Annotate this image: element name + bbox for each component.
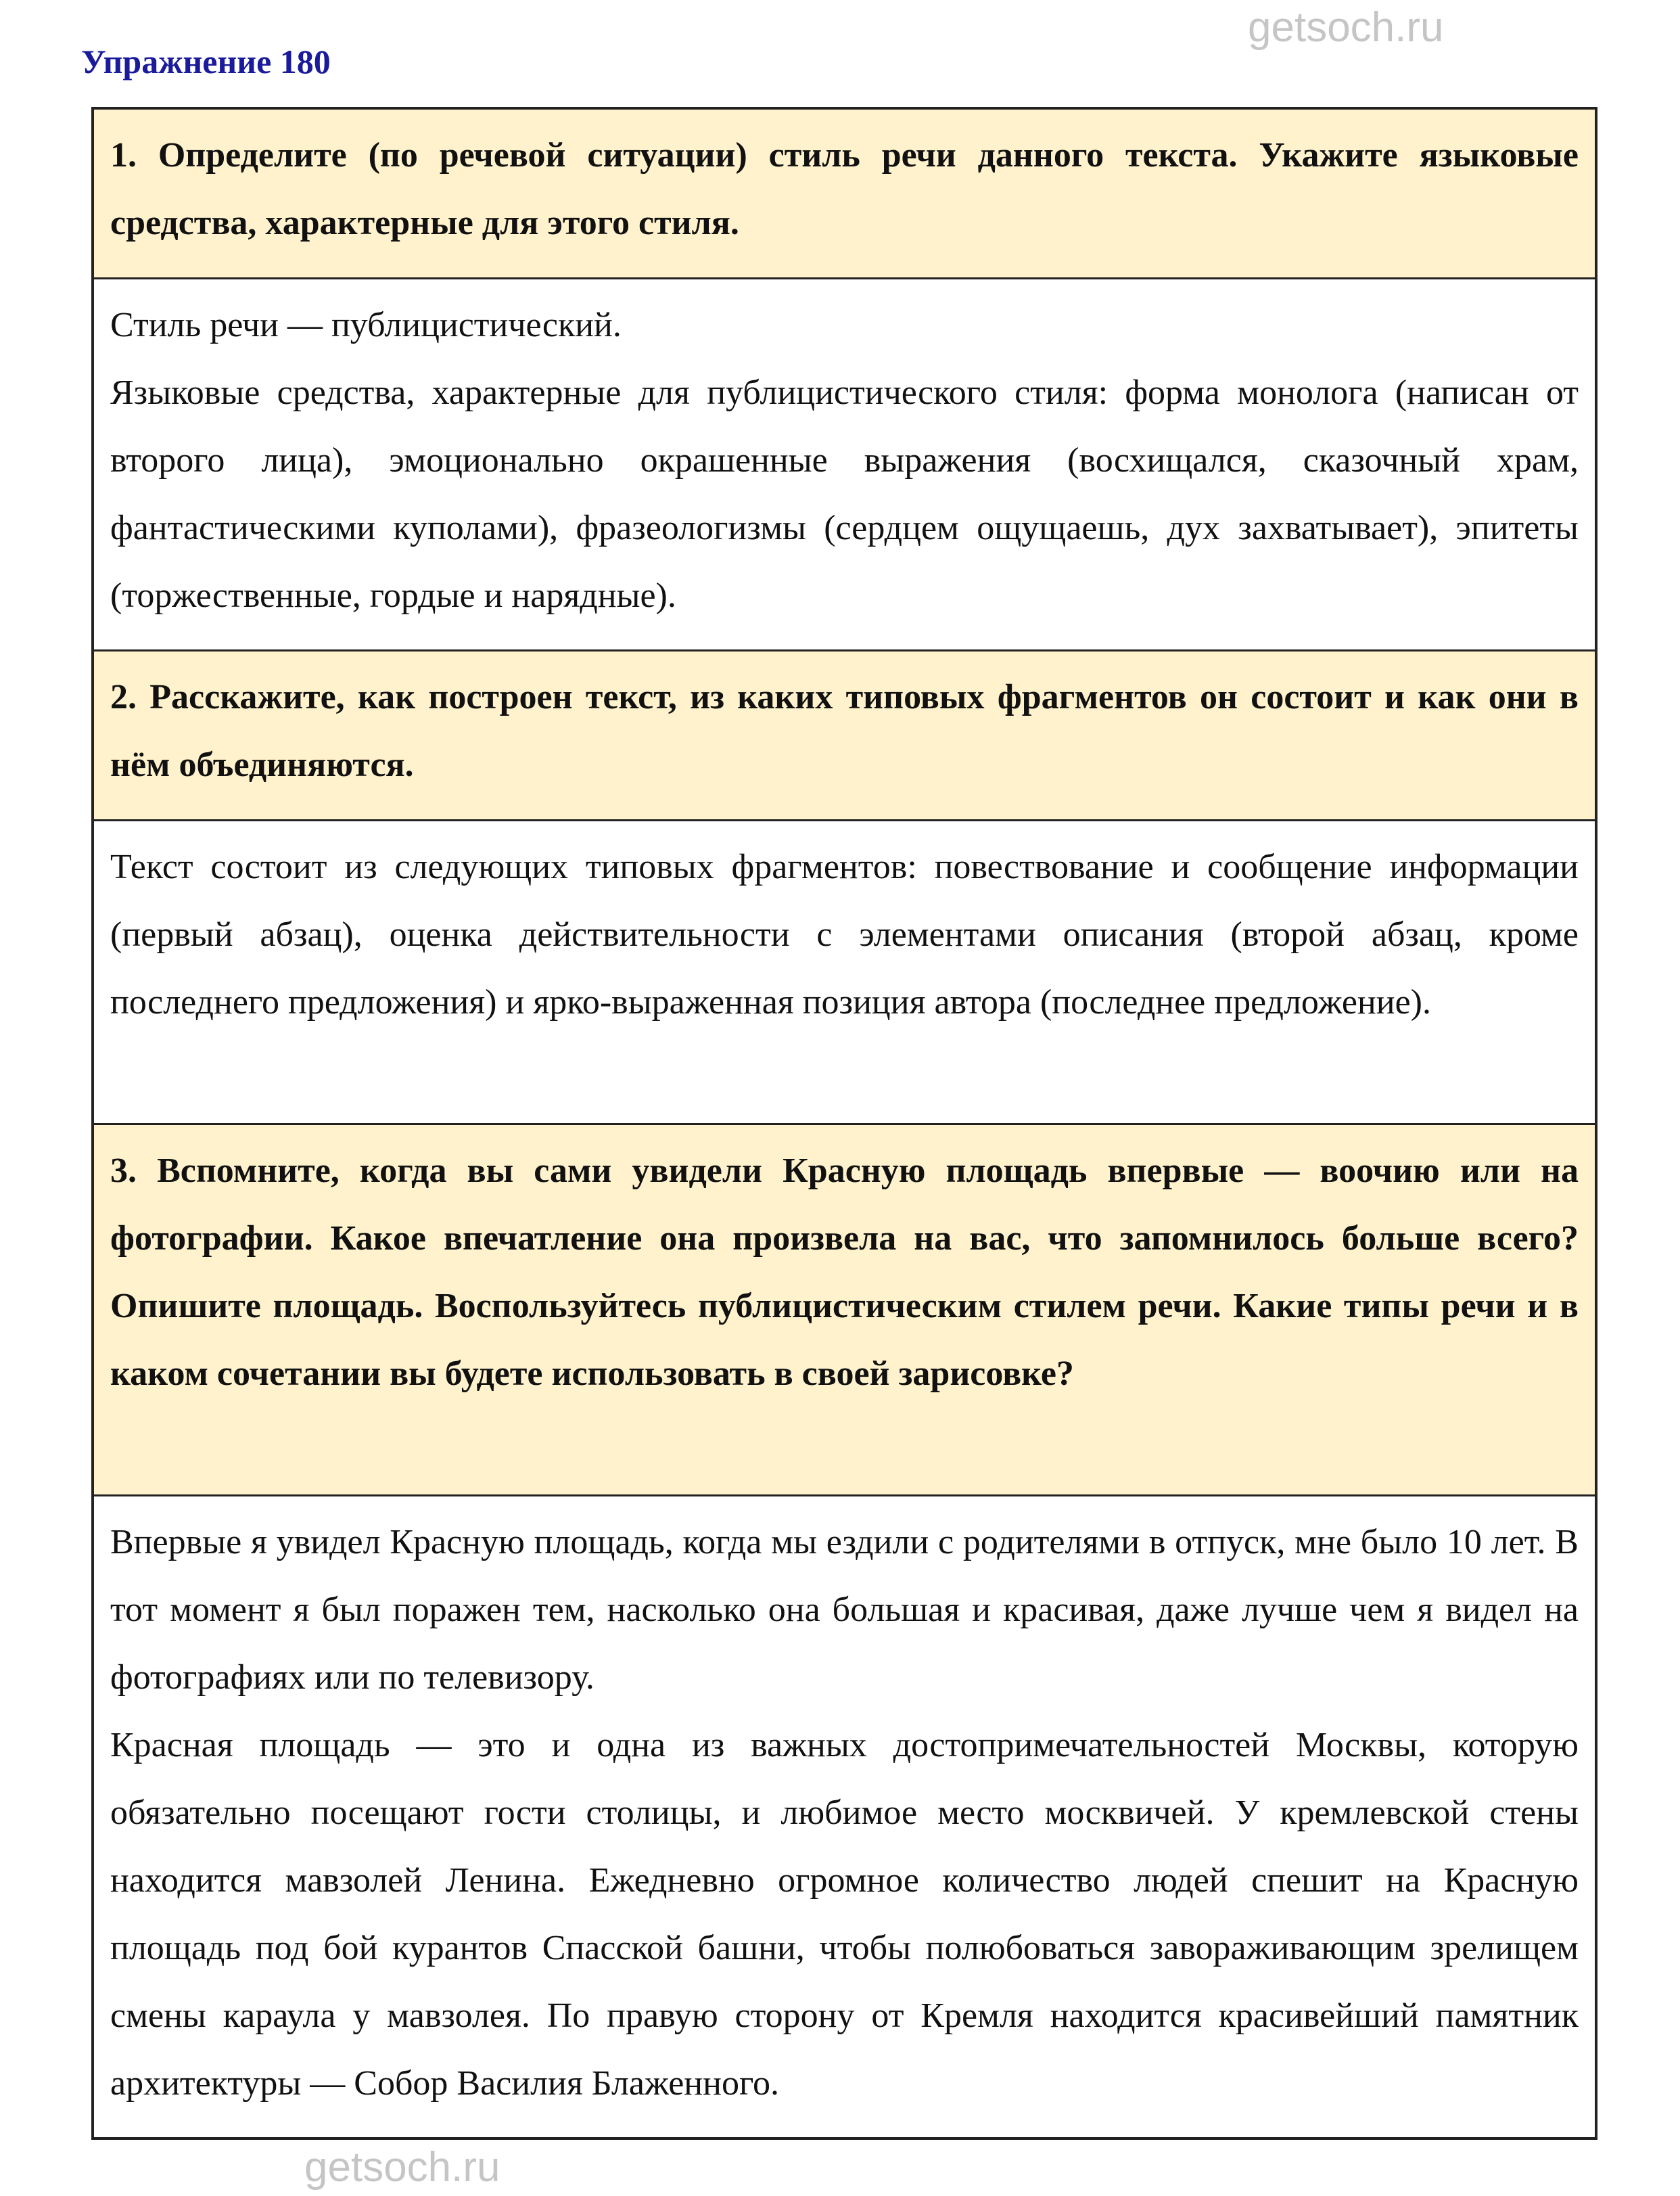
answer-paragraph: Стиль речи — публицистический. xyxy=(110,306,622,344)
question-text: 3. Вспомните, когда вы сами увидели Красную площадь впервые — воочию или на фотографии. Какое впечатление она произвела на вас, что запомнилось больше всего? Опишите площадь. Воспользуйтесь публицистическим стилем речи. Какие типы речи и в каком сочетании вы будете использовать в своей зарисовке? xyxy=(110,1151,1579,1393)
answer-row-1 xyxy=(94,277,1595,649)
question-row-3 xyxy=(94,1123,1595,1494)
question-row-1 xyxy=(94,110,1595,277)
watermark: getsoch.ru xyxy=(1248,4,1444,51)
page-title: Упражнение 180 xyxy=(81,43,331,81)
watermark: getsoch.ru xyxy=(304,2144,500,2191)
answer-row-3 xyxy=(94,1494,1595,2137)
answer-paragraph: Текст состоит из следующих типовых фрагментов: повествование и сообщение информации (первый абзац), оценка действительности с элементами описания (второй абзац, кроме последнего предложения) и ярко-выраженная позиция автора (последнее предложение). xyxy=(110,848,1579,1022)
answer-row-2 xyxy=(94,819,1595,1123)
answer-paragraph: Впервые я увидел Красную площадь, когда мы ездили с родителями в отпуск, мне было 10 лет. В тот момент я был поражен тем, насколько она большая и красивая, даже лучше чем я видел на фотографиях или по телевизору. xyxy=(110,1523,1579,1697)
exercise-table xyxy=(91,107,1597,2140)
answer-paragraph: Языковые средства, характерные для публицистического стиля: форма монолога (написан от второго лица), эмоционально окрашенные выражения (восхищался, сказочный храм, фантастическими куполами), фразеологизмы (сердцем ощущаешь, дух захватывает), эпитеты (торжественные, гордые и нарядные). xyxy=(110,373,1579,615)
answer-paragraph: Красная площадь — это и одна из важных достопримечательностей Москвы, которую обязательно посещают гости столицы, и любимое место москвичей. У кремлевской стены находится мавзолей Ленина. Ежедневно огромное количество людей спешит на Красную площадь под бой курантов Спасской башни, чтобы полюбоваться завораживающим зрелищем смены караула у мавзолея. По правую сторону от Кремля находится красивейший памятник архитектуры — Собор Василия Блаженного. xyxy=(110,1726,1579,2103)
question-row-2 xyxy=(94,649,1595,819)
question-text: 2. Расскажите, как построен текст, из каких типовых фрагментов он состоит и как они в нём объединяются. xyxy=(110,678,1579,784)
question-text: 1. Определите (по речевой ситуации) стиль речи данного текста. Укажите языковые средства, характерные для этого стиля. xyxy=(110,136,1579,242)
